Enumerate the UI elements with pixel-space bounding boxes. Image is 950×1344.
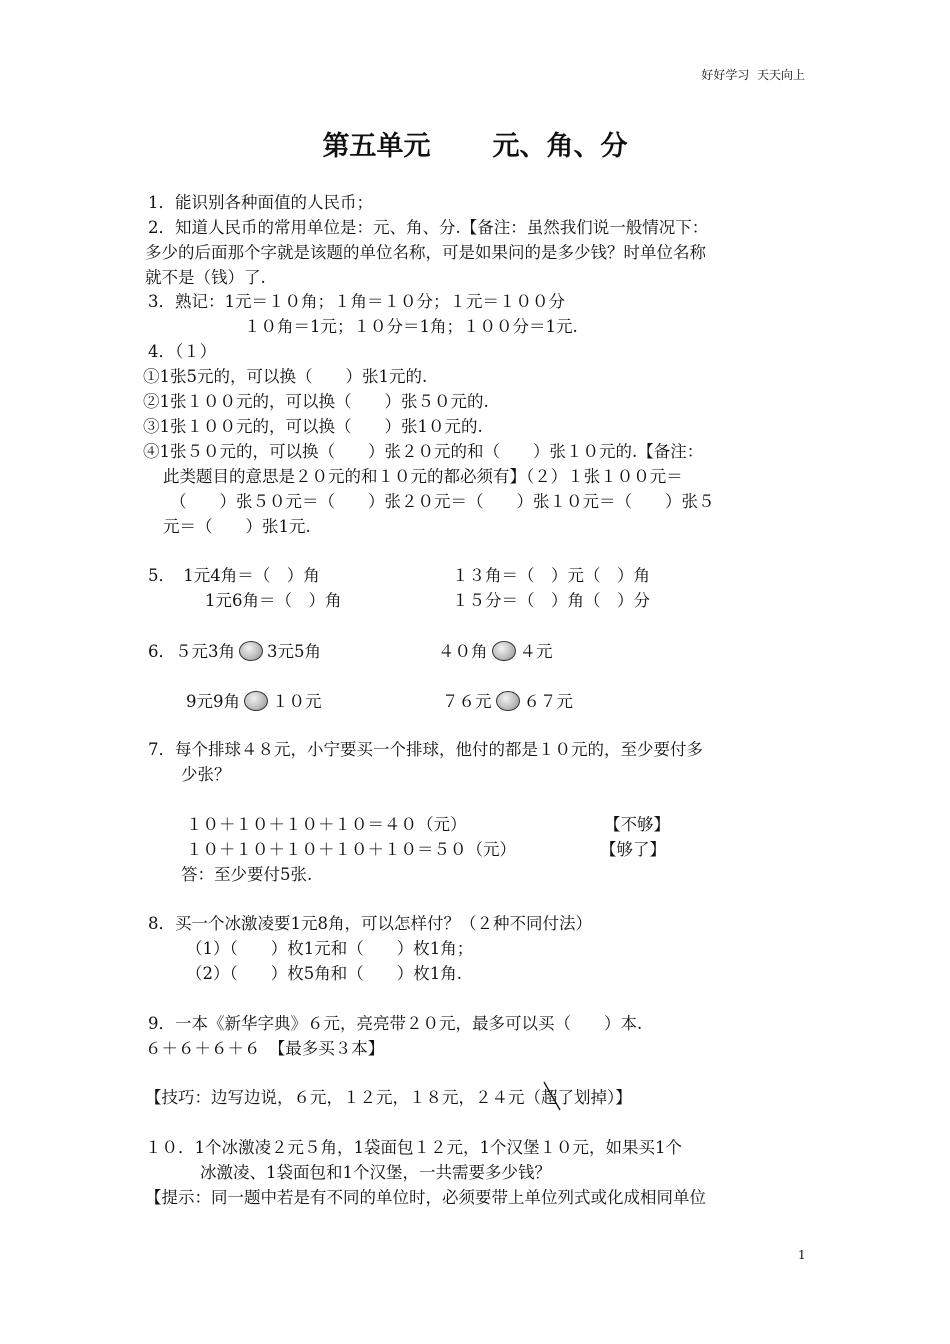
q5-row2-left: 1元6角＝（ ）角 — [205, 591, 342, 610]
item-4-sub4: ④1张５０元的，可以换（ ）张２０元的和（ ）张１０元的.【备注： — [143, 442, 704, 461]
q6-item-d-left: ７６元 — [442, 692, 492, 711]
q6-row1 — [148, 641, 321, 662]
q7-line2: 少张？ — [181, 765, 231, 784]
q10-hint: 【提示：同一题中若是有不同的单位时，必须要带上单位列式或化成相同单位 — [145, 1188, 706, 1207]
compare-circle[interactable] — [239, 641, 263, 661]
item-3-line1: 3．熟记：1元＝１０角；１角＝１０分；１元＝１００分 — [148, 292, 565, 311]
item-4-sub2: ②1张１００元的，可以换（ ）张５０元的. — [143, 392, 489, 411]
q8-option1: （1）（ ）枚1元和（ ）枚1角； — [186, 939, 474, 958]
q7-calc2: １０＋１０＋１０＋１０＋１０＝５０（元） — [186, 840, 516, 859]
header-motto: 好好学习 天天向上 — [701, 68, 805, 82]
item-4-chain-end: 元＝（ ）张1元. — [163, 517, 311, 536]
q6-item-c-right: １０元 — [272, 692, 322, 711]
title-topic: 元、角、分 — [492, 131, 628, 162]
item-4-sub3: ③1张１００元的，可以换（ ）张1０元的. — [143, 417, 483, 436]
q6-row2-b — [442, 691, 573, 712]
item-4-sub1: ①1张5元的，可以换（ ）张1元的. — [143, 367, 428, 386]
q5-row2-right: １５分＝（ ）角（ ）分 — [452, 591, 650, 610]
q10-line1: １０．1个冰激凌２元５角，1袋面包１２元，1个汉堡１０元，如果买1个 — [145, 1138, 682, 1157]
compare-circle[interactable] — [496, 691, 520, 711]
q6-row1-b — [438, 641, 553, 662]
q7-calc2-tag: 【够了】 — [600, 840, 666, 859]
q8-line1: 8．买一个冰激凌要1元8角，可以怎样付？（２种不同付法） — [148, 914, 592, 933]
strike-mark — [538, 1080, 568, 1112]
item-4-heading: 4．（１） — [148, 342, 217, 361]
q7-calc1-tag: 【不够】 — [604, 815, 670, 834]
q6-item-d-right: ６７元 — [523, 692, 573, 711]
q6-item-b-right: ４元 — [519, 642, 553, 661]
page-number: 1 — [798, 1248, 806, 1262]
compare-circle[interactable] — [244, 691, 268, 711]
q5-row1-right: １３角＝（ ）元（ ）角 — [452, 566, 650, 585]
page-title — [0, 124, 950, 163]
item-1: 1．能识别各种面值的人民币； — [148, 193, 373, 212]
q6-row2 — [186, 691, 322, 712]
tip-line: 【技巧：边写边说，６元，１２元，１８元，２４元（超了划掉）】 — [145, 1088, 632, 1107]
item-2-line3: 就不是（钱）了. — [145, 268, 266, 287]
title-unit: 第五单元 — [322, 131, 431, 162]
q6-item-b-left: ４０角 — [438, 642, 488, 661]
q7-line1: 7．每个排球４８元，小宁要买一个排球，他付的都是１０元的，至少要付多 — [148, 740, 703, 759]
q8-option2: （2）（ ）枚5角和（ ）枚1角. — [186, 964, 462, 983]
q7-answer: 答：至少要付5张. — [181, 865, 313, 884]
q9-line2: ６＋６＋６＋６ 【最多买３本】 — [145, 1039, 385, 1058]
q9-line1: 9．一本《新华字典》６元，亮亮带２０元，最多可以买（ ）本. — [148, 1014, 643, 1033]
q6-item-a-right: 3元5角 — [267, 642, 321, 661]
item-2-line1: 2．知道人民币的常用单位是：元、角、分.【备注：虽然我们说一般情况下： — [148, 218, 709, 237]
item-4-chain: （ ）张５０元＝（ ）张２０元＝（ ）张１０元＝（ ）张５ — [170, 492, 715, 511]
q6-item-a-left: 6．５元3角 — [148, 642, 235, 661]
item-3-line2: １０角＝1元；１０分＝1角；１００分＝1元. — [244, 317, 578, 336]
q10-line2: 冰激凌、1袋面包和1个汉堡，一共需要多少钱？ — [200, 1163, 551, 1182]
compare-circle[interactable] — [492, 641, 516, 661]
item-2-line2: 多少的后面那个字就是该题的单位名称，可是如果问的是多少钱？时单位名称 — [145, 243, 706, 262]
item-4-note: 此类题目的意思是２０元的和１０元的都必须有】（２）１张１００元＝ — [163, 467, 683, 486]
q6-item-c-left: 9元9角 — [186, 692, 240, 711]
q5-row1-left: 5． 1元4角＝（ ）角 — [148, 566, 320, 585]
q7-calc1: １０＋１０＋１０＋１０＝４０（元） — [186, 815, 467, 834]
